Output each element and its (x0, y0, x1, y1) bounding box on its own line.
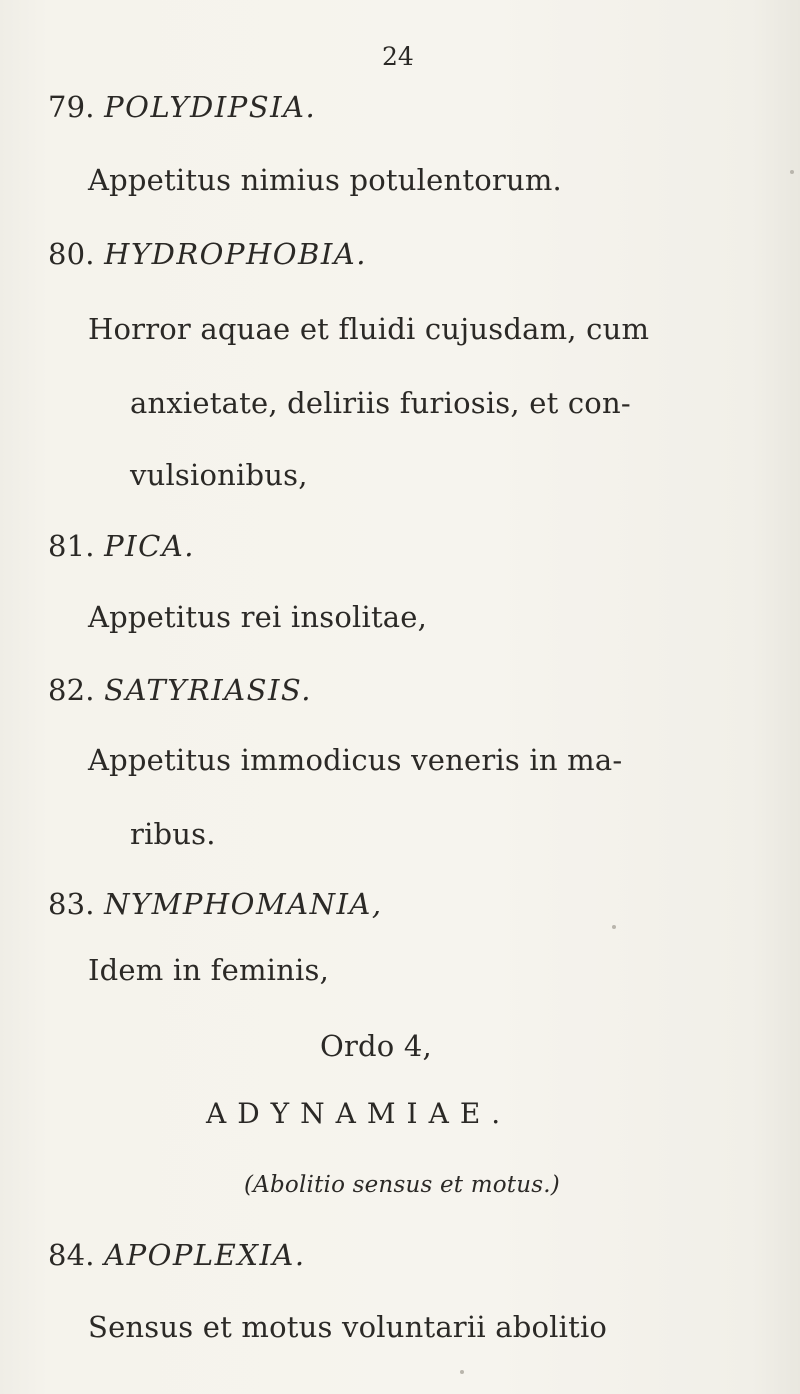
entry-80-text-line-2: anxietate, deliriis furiosis, et con- (130, 386, 631, 420)
entry-number: 79. (48, 90, 95, 124)
ordo-description: (Abolitio sensus et motus.) (244, 1172, 560, 1198)
entry-82-text-line-1: Appetitus immodicus veneris in ma- (88, 743, 623, 777)
entry-number: 83. (48, 887, 95, 921)
entry-heading: SATYRIASIS. (104, 673, 312, 707)
entry-84-text: Sensus et motus voluntarii abolitio (88, 1310, 608, 1344)
entry-heading: PICA. (104, 529, 195, 563)
entry-79-heading-line (48, 90, 316, 124)
entry-80-text-line-3: vulsionibus, (130, 458, 308, 492)
paper-speck (460, 1370, 464, 1374)
page-number: 24 (382, 42, 414, 71)
entry-heading: APOPLEXIA. (104, 1238, 306, 1272)
entry-heading: NYMPHOMANIA, (104, 887, 383, 921)
entry-80-heading-line (48, 237, 367, 271)
entry-83-heading-line (48, 887, 383, 921)
entry-heading: HYDROPHOBIA. (104, 237, 367, 271)
entry-82-text-line-2: ribus. (130, 817, 216, 851)
entry-number: 84. (48, 1238, 95, 1272)
entry-80-text-line-1: Horror aquae et fluidi cujusdam, cum (88, 312, 650, 346)
paper-speck (790, 170, 794, 174)
entry-81-heading-line (48, 529, 195, 563)
entry-number: 80. (48, 237, 95, 271)
entry-heading: POLYDIPSIA. (104, 90, 317, 124)
entry-number: 81. (48, 529, 95, 563)
entry-82-heading-line (48, 673, 312, 707)
entry-79-text: Appetitus nimius potulentorum. (88, 163, 562, 197)
ordo-title: Ordo 4, (320, 1029, 432, 1063)
paper-speck (612, 925, 616, 929)
entry-83-text: Idem in feminis, (88, 953, 329, 987)
entry-84-heading-line (48, 1238, 306, 1272)
entry-81-text: Appetitus rei insolitae, (88, 600, 428, 634)
ordo-name: ADYNAMIAE. (206, 1097, 512, 1130)
entry-number: 82. (48, 673, 95, 707)
